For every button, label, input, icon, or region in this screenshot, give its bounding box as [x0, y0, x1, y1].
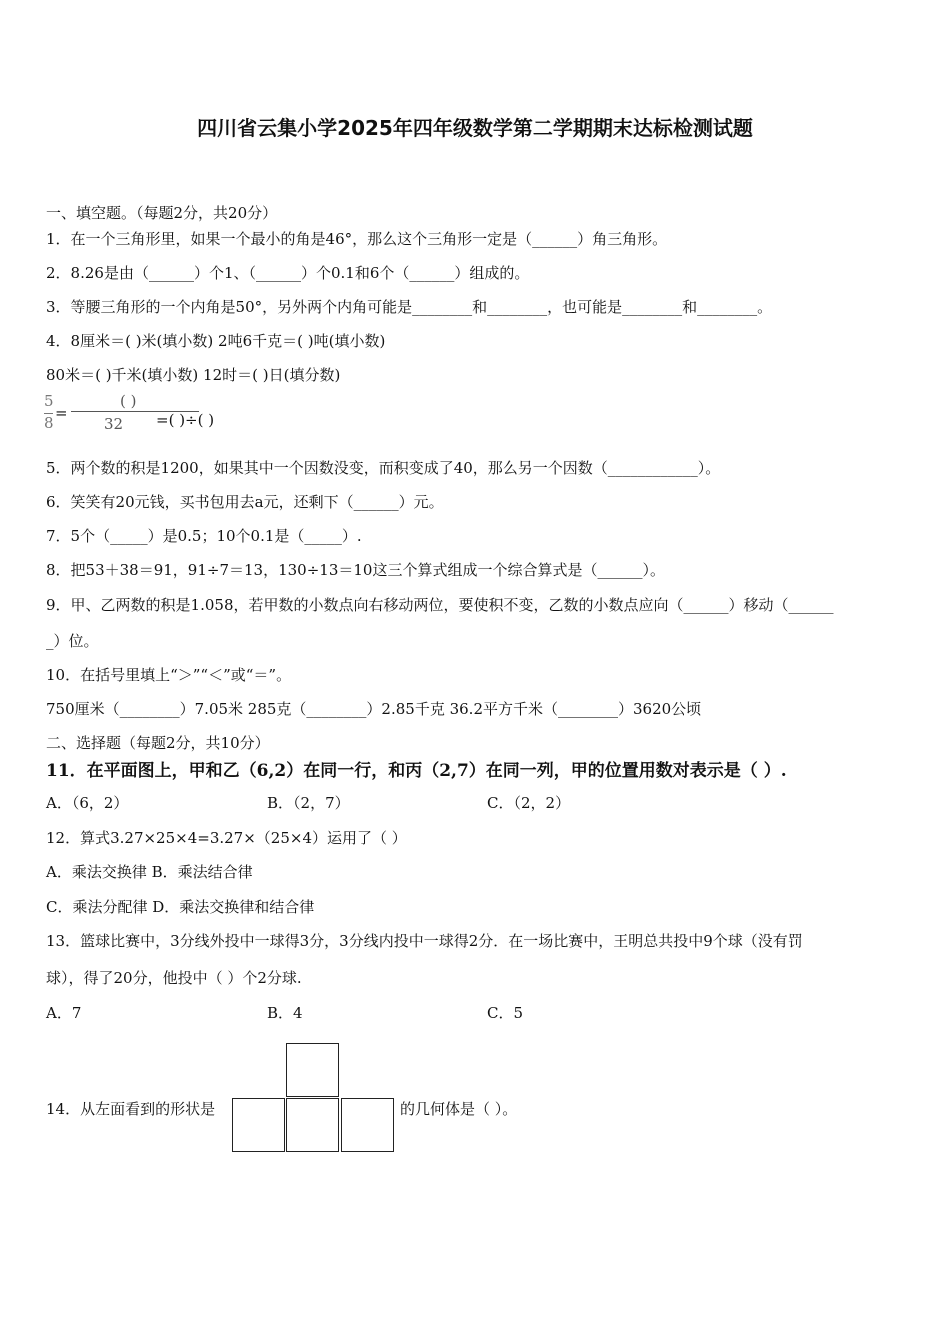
question-14-suffix: 的几何体是（ ）。	[400, 1100, 518, 1118]
fraction-denominator-2: 32	[104, 415, 124, 433]
question-8: 8．把53＋38＝91，91÷7＝13，130÷13＝10这三个算式组成一个综合算式是（______）。	[46, 561, 665, 579]
section-1-heading: 一、填空题。（每题2分，共20分）	[46, 204, 278, 222]
q11-option-b: B．（2，7）	[267, 794, 350, 812]
q13-option-a: A．7	[46, 1004, 82, 1022]
shape-square-middle	[286, 1098, 339, 1152]
question-1: 1．在一个三角形里，如果一个最小的角是46°，那么这个三角形一定是（______）角三角形。	[46, 230, 668, 248]
q11-option-c: C．（2，2）	[487, 794, 571, 812]
question-2: 2．8.26是由（______）个1、（______）个0.1和6个（______）组成的。	[46, 264, 530, 282]
shape-square-right	[341, 1098, 394, 1152]
question-7: 7．5个（_____）是0.5；10个0.1是（_____）.	[46, 527, 362, 545]
question-5: 5．两个数的积是1200，如果其中一个因数没变，而积变成了40，那么另一个因数（____________）。	[46, 459, 721, 477]
q13-option-c: C．5	[487, 1004, 524, 1022]
question-14-prefix: 14．从左面看到的形状是	[46, 1100, 216, 1118]
question-9-continued: _）位。	[46, 632, 99, 650]
question-10: 10．在括号里填上“＞”“＜”或“＝”。	[46, 666, 292, 684]
question-11: 11．在平面图上，甲和乙（6,2）在同一行，和丙（2,7）在同一列，甲的位置用数对表示是（ ）.	[46, 761, 787, 781]
equals-sign: =	[55, 404, 68, 422]
question-9: 9．甲、乙两数的积是1.058，若甲数的小数点向右移动两位，要使积不变，乙数的小数点应向（______）移动（______	[46, 596, 834, 614]
question-4-line-1: 4．8厘米＝( )米(填小数) 2吨6千克＝( )吨(填小数)	[46, 332, 386, 350]
page-title: 四川省云集小学2025年四年级数学第二学期期末达标检测试题	[197, 116, 753, 140]
question-4-line-2: 80米＝( )千米(填小数) 12时＝( )日(填分数)	[46, 366, 341, 384]
q12-options-cd: C．乘法分配律 D．乘法交换律和结合律	[46, 898, 315, 916]
shape-square-top	[286, 1043, 339, 1097]
shape-square-left	[232, 1098, 285, 1152]
q11-option-a: A．（6，2）	[46, 794, 129, 812]
question-10-items: 750厘米（________）7.05米 285克（________）2.85千克 36.2平方千米（________）3620公顷	[46, 700, 702, 718]
question-13: 13．篮球比赛中，3分线外投中一球得3分，3分线内投中一球得2分．在一场比赛中，王明总共投中9个球（没有罚	[46, 932, 803, 950]
fraction-expression	[44, 392, 244, 434]
q12-options-ab: A．乘法交换律 B．乘法结合律	[46, 863, 253, 881]
fraction-denominator: 8	[44, 414, 54, 432]
question-6: 6．笑笑有20元钱，买书包用去a元，还剩下（______）元。	[46, 493, 444, 511]
q13-option-b: B．4	[267, 1004, 303, 1022]
section-2-heading: 二、选择题（每题2分，共10分）	[46, 734, 270, 752]
blank-numerator: ( )	[120, 392, 137, 410]
question-3: 3．等腰三角形的一个内角是50°，另外两个内角可能是________和________，也可能是________和________。	[46, 298, 773, 316]
question-12: 12．算式3.27×25×4=3.27×（25×4）运用了（ ）	[46, 829, 407, 847]
question-13-continued: 球），得了20分，他投中（ ）个2分球.	[46, 969, 302, 987]
division-blank: =( )÷( )	[156, 411, 215, 429]
fraction-numerator: 5	[44, 392, 54, 410]
